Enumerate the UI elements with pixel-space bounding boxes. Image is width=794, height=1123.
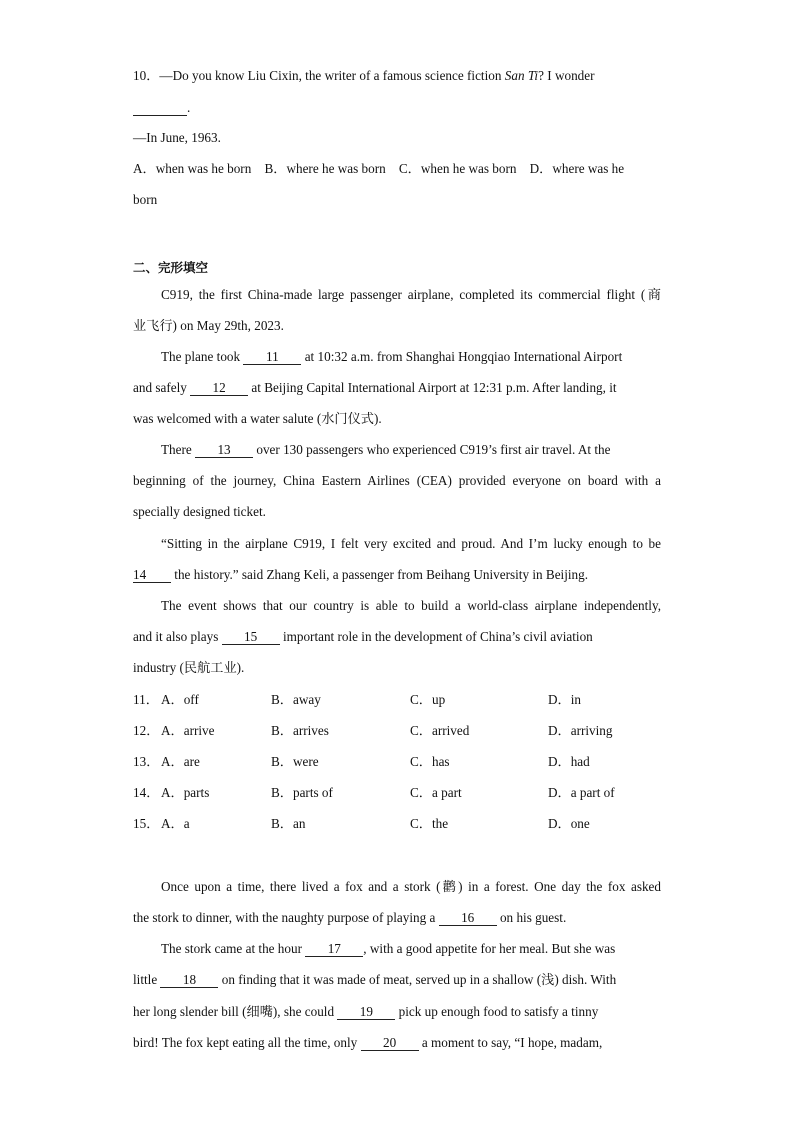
blank-17[interactable]: 17 [305,941,363,957]
question-text: ? I wonder [538,68,595,83]
passage-1-line: 业飞行) on May 29th, 2023. [133,318,284,333]
passage-1-line: specially designed ticket. [133,504,266,519]
option-b[interactable]: B．arrives [271,723,329,738]
blank-20[interactable]: 20 [361,1035,419,1051]
text: on finding that it was made of meat, served up in a shallow (浅) dish. With [218,972,617,987]
book-title: San Ti [504,68,539,83]
option-b[interactable]: B．parts of [271,785,333,800]
section-heading: 二、完形填空 [133,260,209,275]
text: a moment to say, “I hope, madam, [418,1035,603,1050]
passage-2-line: Once upon a time, there lived a fox and a stork (鹳) in a forest. One day the fox asked [161,879,661,894]
option-d[interactable]: D．one [548,816,590,831]
text: The stork came at the hour [161,941,306,956]
option-a[interactable]: A．parts [161,785,210,800]
text: on his guest. [496,910,567,925]
text: at Beijing Capital International Airport at 12:31 p.m. After landing, it [248,380,617,395]
text: important role in the development of China’s civil aviation [279,629,593,644]
blank-19[interactable]: 19 [337,1004,395,1020]
option-number: 15． [133,816,160,831]
text: the history.” said Zhang Keli, a passenger from Beihang University in Beijing. [171,567,589,582]
question-text: —Do you know Liu Cixin, the writer of a famous science fiction [159,68,505,83]
blank-14[interactable]: 14 [133,567,171,583]
blank-18[interactable]: 18 [160,972,218,988]
text: and safely [133,380,191,395]
answer-blank[interactable] [133,100,187,116]
blank-15[interactable]: 15 [222,629,280,645]
passage-2-line [133,909,566,927]
question-10-options-cont: born [133,192,158,207]
option-number: 14． [133,785,160,800]
option-a[interactable]: A．off [161,692,199,707]
option-row-13 [133,753,661,771]
passage-1-line: C919, the first China-made large passenger airplane, completed its commercial flight (商 [161,287,661,302]
option-c[interactable]: C．a part [410,785,462,800]
text: over 130 passengers who experienced C919’s first air travel. At the [253,442,611,457]
passage-1-line [133,379,617,397]
text: little [133,972,161,987]
text: at 10:32 a.m. from Shanghai Hongqiao International Airport [301,349,623,364]
text: The plane took [161,349,244,364]
text: bird! The fox kept eating all the time, only [133,1035,361,1050]
option-b[interactable]: B．were [271,754,319,769]
answer-blank-line [133,99,190,117]
period: . [187,100,191,115]
dialogue-reply: —In June, 1963. [133,130,221,145]
text: the stork to dinner, with the naughty purpose of playing a [133,910,439,925]
option-number: 12． [133,723,160,738]
option-row-12 [133,722,661,740]
option-d[interactable]: D．arriving [548,723,613,738]
question-10-stem [133,67,595,85]
text: There [161,442,196,457]
option-d[interactable]: D．a part of [548,785,615,800]
passage-1-line [161,348,622,366]
passage-1-line [161,441,610,459]
passage-2-line [133,1003,598,1021]
option-c[interactable]: C．arrived [410,723,470,738]
question-10-options: A．when was he born B．where he was born C．when he was born D．where was he [133,161,625,176]
passage-1-line [133,566,588,584]
passage-1-line: was welcomed with a water salute (水门仪式). [133,411,382,426]
option-d[interactable]: D．in [548,692,581,707]
passage-1-line: “Sitting in the airplane C919, I felt very excited and proud. And I’m lucky enough to be [161,536,661,551]
passage-2-line [161,940,615,958]
blank-11[interactable]: 11 [243,349,301,365]
option-b[interactable]: B．away [271,692,321,707]
blank-16[interactable]: 16 [439,910,497,926]
passage-1-line: industry (民航工业). [133,660,245,675]
passage-1-line: The event shows that our country is able to build a world-class airplane independently, [161,598,661,613]
option-number: 13． [133,754,160,769]
option-c[interactable]: C．has [410,754,450,769]
option-number: 11． [133,692,159,707]
text: and it also plays [133,629,222,644]
option-d[interactable]: D．had [548,754,590,769]
option-row-11 [133,691,661,709]
option-row-14 [133,784,661,802]
question-number: 10． [133,68,160,83]
text: , with a good appetite for her meal. But she was [363,941,616,956]
text: her long slender bill (细嘴), she could [133,1004,338,1019]
option-c[interactable]: C．the [410,816,449,831]
passage-2-line [133,1034,602,1052]
passage-2-line [133,971,616,989]
option-a[interactable]: A．are [161,754,200,769]
passage-1-line: beginning of the journey, China Eastern Airlines (CEA) provided everyone on board with a [133,473,661,488]
blank-12[interactable]: 12 [190,380,248,396]
text: pick up enough food to satisfy a tinny [395,1004,599,1019]
option-b[interactable]: B．an [271,816,306,831]
option-a[interactable]: A．arrive [161,723,215,738]
passage-1-line [133,628,593,646]
option-a[interactable]: A．a [161,816,190,831]
blank-13[interactable]: 13 [195,442,253,458]
option-c[interactable]: C．up [410,692,446,707]
option-row-15 [133,815,661,833]
